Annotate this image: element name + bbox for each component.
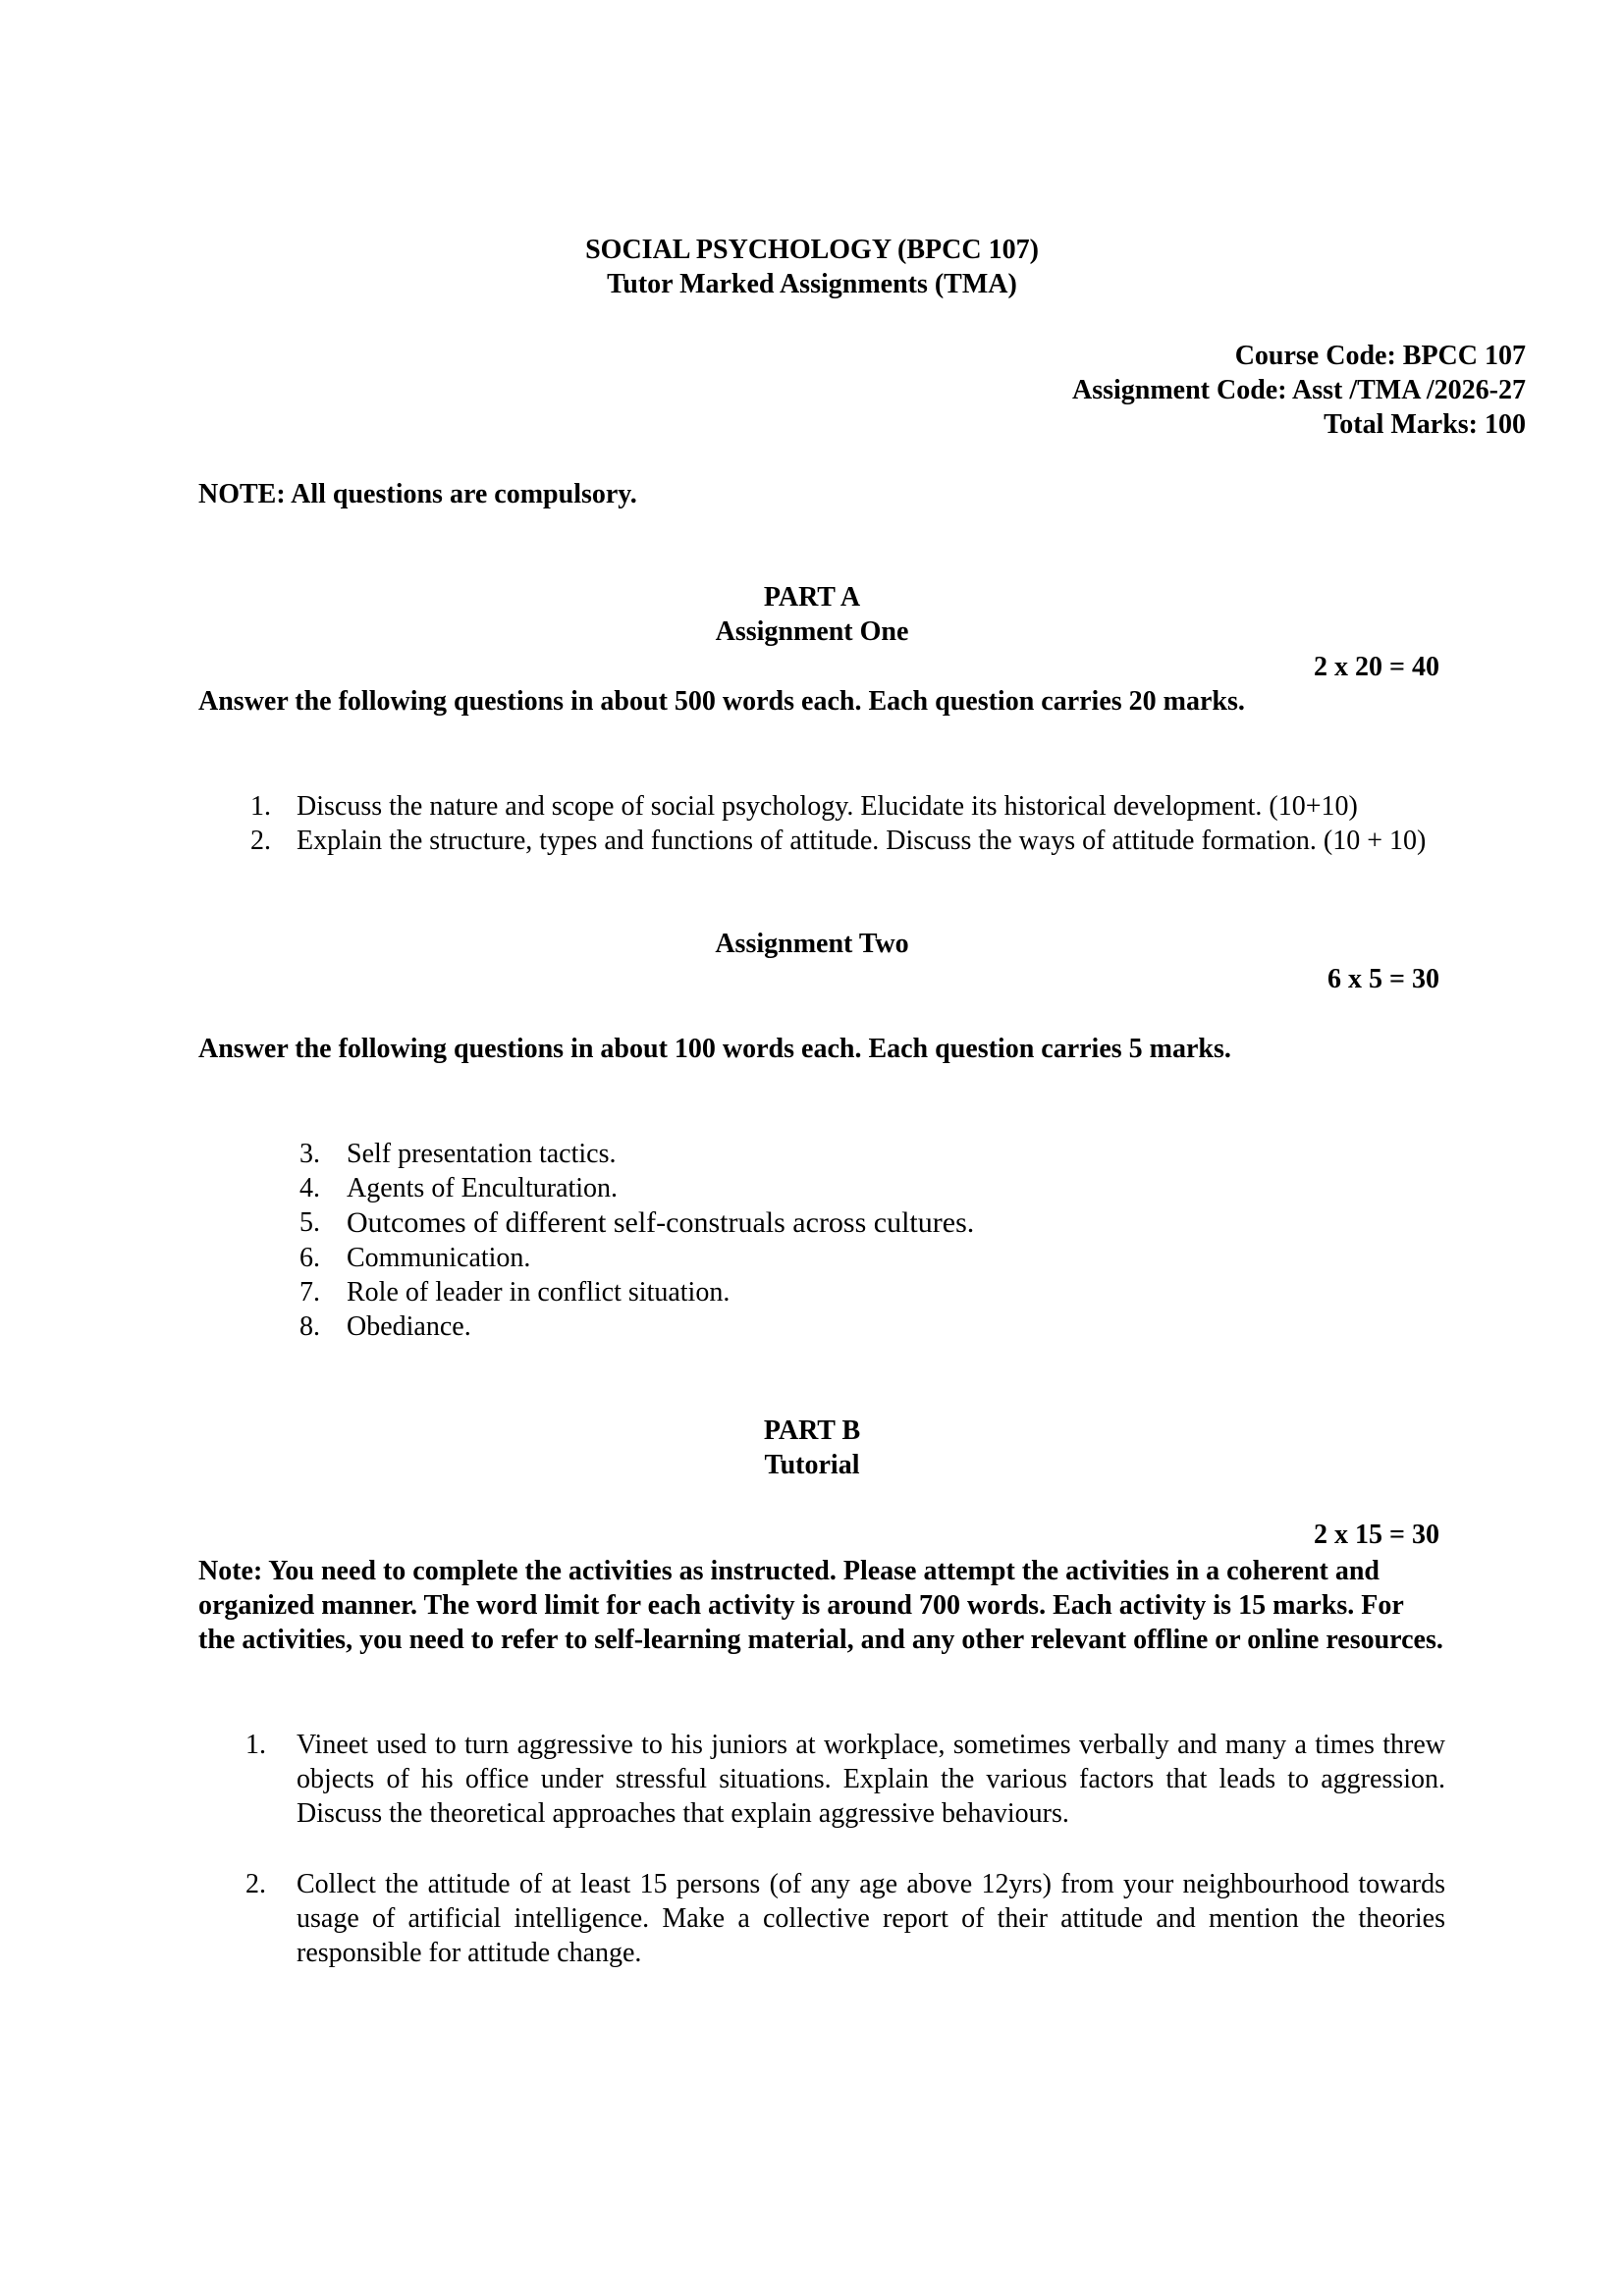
question-number: 2.: [250, 826, 271, 856]
list-item: [245, 824, 1426, 858]
list-item: [295, 1171, 974, 1205]
question-number: 6.: [299, 1243, 320, 1273]
assignment-two-title: Assignment Two: [715, 929, 909, 959]
assignment-one-instruction: Answer the following questions in about 500 words each. Each question carries 20 marks.: [198, 686, 1245, 717]
question-text: Obediance.: [347, 1311, 471, 1342]
tutorial-title: Tutorial: [764, 1450, 860, 1480]
assignment-two-questions: [295, 1137, 974, 1344]
document-title: SOCIAL PSYCHOLOGY (BPCC 107): [585, 235, 1039, 265]
course-code: Course Code: BPCC 107: [1234, 341, 1526, 371]
question-text: Communication.: [347, 1243, 531, 1273]
list-item: [295, 1309, 974, 1344]
assignment-two-instruction: Answer the following questions in about 100 words each. Each question carries 5 marks.: [198, 1034, 1231, 1064]
list-item: [295, 1137, 974, 1171]
question-number: 5.: [299, 1207, 320, 1238]
question-number: 8.: [299, 1311, 320, 1342]
document-subtitle: Tutor Marked Assignments (TMA): [607, 269, 1017, 299]
question-text: Agents of Enculturation.: [347, 1173, 619, 1203]
activity-text: Vineet used to turn aggressive to his juniors at workplace, sometimes verbally and many a times threw objects of his office under stressful situations. Explain the various factors that leads to aggression. Discuss the theoretical approaches that explain aggressive behaviours.: [297, 1730, 1445, 1829]
activity-text: Collect the attitude of at least 15 persons (of any age above 12yrs) from your neighbourhood towards usage of artificial intelligence. Make a collective report of their attitude and mention the theories responsible for attitude change.: [297, 1869, 1445, 1968]
question-text: Role of leader in conflict situation.: [347, 1277, 731, 1308]
question-number: 4.: [299, 1173, 320, 1203]
compulsory-note: NOTE: All questions are compulsory.: [198, 479, 637, 509]
assignment-two-marks: 6 x 5 = 30: [1327, 964, 1439, 994]
tutorial-marks: 2 x 15 = 30: [1314, 1520, 1439, 1550]
list-item: [295, 1275, 974, 1309]
part-a-heading: PART A: [763, 582, 861, 613]
question-text: Discuss the nature and scope of social psychology. Elucidate its historical development. (10+10): [297, 791, 1358, 822]
assignment-one-title: Assignment One: [715, 616, 909, 647]
question-text: Explain the structure, types and functions of attitude. Discuss the ways of attitude formation. (10 + 10): [297, 826, 1427, 856]
list-item: [295, 1205, 974, 1241]
activity-number: 2.: [245, 1869, 266, 1899]
assignment-code: Assignment Code: Asst /TMA /2026-27: [1071, 375, 1526, 405]
question-number: 7.: [299, 1277, 320, 1308]
activity-number: 1.: [245, 1730, 266, 1760]
assignment-one-questions: [245, 789, 1426, 858]
question-text: Self presentation tactics.: [347, 1139, 617, 1169]
list-item: [245, 789, 1426, 824]
assignment-one-marks: 2 x 20 = 40: [1314, 652, 1439, 682]
tutorial-note: Note: You need to complete the activities as instructed. Please attempt the activities in a coherent and organized manner. The word limit for each activity is around 700 words. Each activity is 15 marks. For the activities, you need to refer to self-learning material, and any other relevant offline or online resources.: [198, 1556, 1443, 1655]
meta-block: [1072, 339, 1526, 442]
list-item: [295, 1241, 974, 1275]
total-marks: Total Marks: 100: [1324, 409, 1526, 440]
question-text: Outcomes of different self-construals across cultures.: [347, 1206, 975, 1239]
question-number: 3.: [299, 1139, 320, 1169]
part-b-heading: PART B: [763, 1415, 861, 1446]
question-number: 1.: [250, 791, 271, 822]
